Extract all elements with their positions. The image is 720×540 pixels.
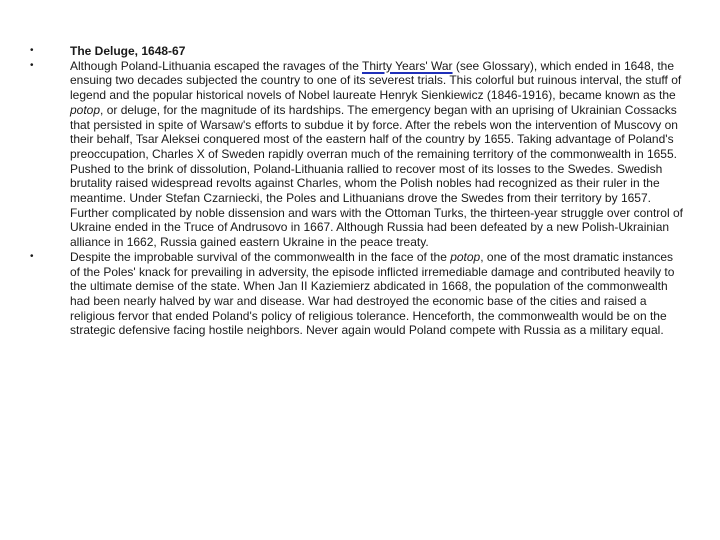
paragraph-2-text-a: Despite the improbable survival of the commonwealth in the face of the: [70, 249, 451, 264]
bullet-dot-icon: •: [30, 250, 34, 262]
bullet-item-paragraph-2: [30, 250, 685, 338]
bullet-dot-icon: •: [30, 45, 34, 56]
bullet-dot-icon: •: [30, 59, 34, 71]
paragraph-2-text-b: , one of the most dramatic instances of the Poles' knack for prevailing in adversity, the episode inflicted irremediable damage and contributed heavily to the ultimate demise of the state. When Jan II Kaziemierz abdicated in 1668, the population of the commonwealth had been nearly halved by war and disease. War had destroyed the economic base of the cities and raised a religious fervor that ended Poland's policy of religious tolerance. Henceforth, the commonwealth would be on the strategic defensive facing hostile neighbors. Never again would Poland compete with Russia as a military equal.: [70, 249, 675, 338]
bullet-item-paragraph-1: [30, 59, 685, 250]
thirty-years-war-link[interactable]: Thirty Years' War: [362, 58, 453, 73]
paragraph-1-text-b: (see Glossary), which ended in 1648, the ensuing two decades subjected the country to one of its severest trials. This colorful but ruinous interval, the stuff of legend and the popular historical novels of Nobel laureate Henryk Sienkiewicz (1846-1916), became known as the: [70, 58, 682, 103]
bullet-item-title: [30, 44, 685, 59]
paragraph-1-text-a: Although Poland-Lithuania escaped the ravages of the: [70, 58, 362, 73]
paragraph-2-italic-potop: potop: [450, 249, 481, 264]
paragraph-1-italic-potop: potop: [70, 102, 101, 117]
section-title: The Deluge, 1648-67: [70, 44, 186, 58]
paragraph-1-text-c: , or deluge, for the magnitude of its hardships. The emergency began with an uprising of Ukrainian Cossacks that persisted in spite of Warsaw's efforts to subdue it by force. After the rebels won the intervention of Muscovy on their behalf, Tsar Aleksei conquered most of the eastern half of the country by 1655. Taking advantage of Poland's preoccupation, Charles X of Sweden rapidly overran much of the remaining territory of the commonwealth in 1655. Pushed to the brink of dissolution, Poland-Lithuania rallied to recover most of its losses to the Swedes. Swedish brutality raised widespread revolts against Charles, whom the Polish nobles had recognized as their ruler in the meantime. Under Stefan Czarniecki, the Poles and Lithuanians drove the Swedes from their territory by 1657. Further complicated by noble dissension and wars with the Ottoman Turks, the thirteen-year struggle over control of Ukraine ended in the Truce of Andrusovo in 1667. Although Russia had been defeated by a new Polish-Ukrainian alliance in 1662, Russia gained eastern Ukraine in the peace treaty.: [70, 102, 683, 250]
bullet-list: [30, 44, 685, 338]
